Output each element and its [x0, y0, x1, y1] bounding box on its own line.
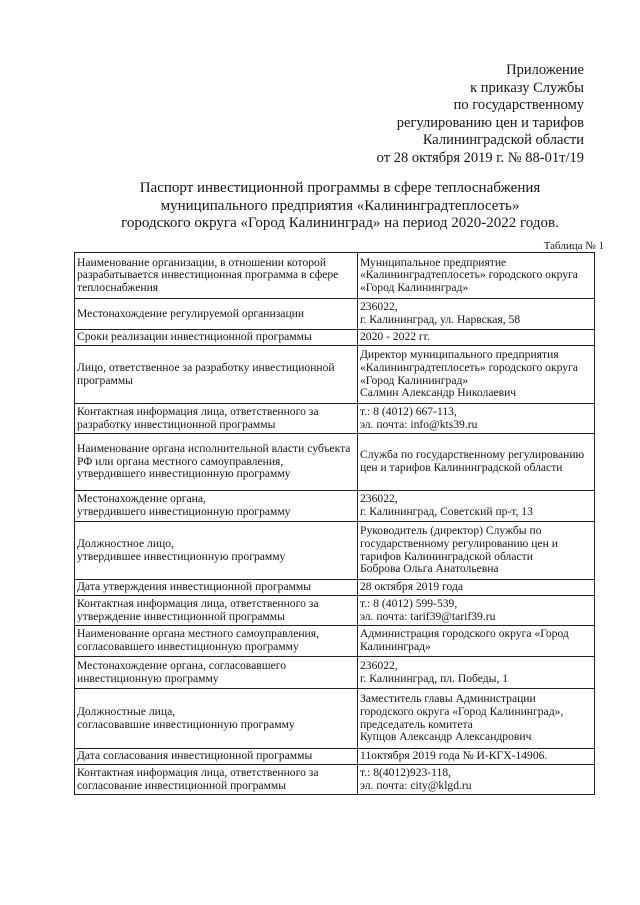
table-row — [75, 657, 595, 689]
annex-line: к приказу Службы — [470, 79, 584, 96]
table-row — [75, 330, 595, 346]
row-value: Директор муниципального предприятия «Калининградтеплосеть» городского округа «Город Калининград» Салмин Александр Николаевич — [358, 346, 595, 404]
row-label: Лицо, ответственное за разработку инвестиционной программы — [75, 346, 358, 404]
table-row — [75, 689, 595, 749]
table-row — [75, 765, 595, 795]
annex-block — [324, 62, 584, 168]
table-row — [75, 749, 595, 765]
row-label: Местонахождение органа, утвердившего инвестиционную программу — [75, 491, 358, 522]
row-label: Наименование органа местного самоуправления, согласовавшего инвестиционную программу — [75, 626, 358, 657]
row-label: Дата утверждения инвестиционной программы — [75, 580, 358, 596]
table-row — [75, 434, 595, 491]
row-value: Руководитель (директор) Службы по государственному регулированию цен и тарифов Калининградской области Боброва Ольга Анатольевна — [358, 522, 595, 580]
row-value: т.: 8 (4012) 599-539, эл. почта: tarif39@tarif39.ru — [358, 596, 595, 626]
title-line: муниципального предприятия «Калининградтеплосеть» — [160, 197, 520, 214]
table-row — [75, 580, 595, 596]
row-label: Должностные лица, согласовавшие инвестиционную программу — [75, 689, 358, 749]
annex-line: по государственному — [453, 97, 584, 114]
title-line: городского округа «Город Калининград» на период 2020-2022 годов. — [121, 215, 559, 231]
row-value: Администрация городского округа «Город Калининград» — [358, 626, 595, 657]
row-label: Сроки реализации инвестиционной программы — [75, 330, 358, 346]
row-label: Местонахождение органа, согласовавшего инвестиционную программу — [75, 657, 358, 689]
document-title — [60, 180, 620, 233]
table-row — [75, 346, 595, 404]
table-number-label: Таблица № 1 — [543, 240, 604, 252]
table-row — [75, 626, 595, 657]
row-value: 236022, г. Калининград, пл. Победы, 1 — [358, 657, 595, 689]
row-label: Дата согласования инвестиционной программы — [75, 749, 358, 765]
row-value: 236022, г. Калининград, ул. Нарвская, 58 — [358, 299, 595, 330]
table-row — [75, 253, 595, 299]
table-row — [75, 522, 595, 580]
passport-table — [74, 252, 595, 795]
annex-line: от 28 октября 2019 г. № 88-01т/19 — [376, 149, 584, 166]
row-label: Контактная информация лица, ответственного за разработку инвестиционной программы — [75, 404, 358, 434]
annex-line: Приложение — [506, 62, 584, 78]
title-line: Паспорт инвестиционной программы в сфере теплоснабжения — [139, 180, 541, 196]
row-value: т.: 8 (4012) 667-113, эл. почта: info@kts39.ru — [358, 404, 595, 434]
row-value: Служба по государственному регулированию цен и тарифов Калининградской области — [358, 434, 595, 491]
row-value: 11октября 2019 года № И-КГХ-14906. — [358, 749, 595, 765]
row-label: Контактная информация лица, ответственного за согласование инвестиционной программы — [75, 765, 358, 795]
row-value: 236022, г. Калининград, Советский пр-т, 13 — [358, 491, 595, 522]
table-row — [75, 404, 595, 434]
row-label: Наименование организации, в отношении которой разрабатывается инвестиционная программа в сфере теплоснабжения — [75, 253, 358, 299]
annex-line: регулированию цен и тарифов — [396, 114, 584, 131]
row-value: Муниципальное предприятие «Калининградтеплосеть» городского округа «Город Калининград» — [358, 253, 595, 299]
table-row — [75, 596, 595, 626]
row-label: Наименование органа исполнительной власти субъекта РФ или органа местного самоуправления, утвердившего инвестиционную программу — [75, 434, 358, 491]
row-value: 2020 - 2022 гг. — [358, 330, 595, 346]
annex-line: Калининградской области — [422, 132, 584, 149]
row-value: 28 октября 2019 года — [358, 580, 595, 596]
table-row — [75, 491, 595, 522]
row-value: т.: 8(4012)923-118, эл. почта: city@klgd.ru — [358, 765, 595, 795]
row-label: Местонахождение регулируемой организации — [75, 299, 358, 330]
row-label: Контактная информация лица, ответственного за утверждение инвестиционной программы — [75, 596, 358, 626]
row-label: Должностное лицо, утвердившее инвестиционную программу — [75, 522, 358, 580]
table-row — [75, 299, 595, 330]
row-value: Заместитель главы Администрации городского округа «Город Калининград», председатель комитета Купцов Александр Александрович — [358, 689, 595, 749]
